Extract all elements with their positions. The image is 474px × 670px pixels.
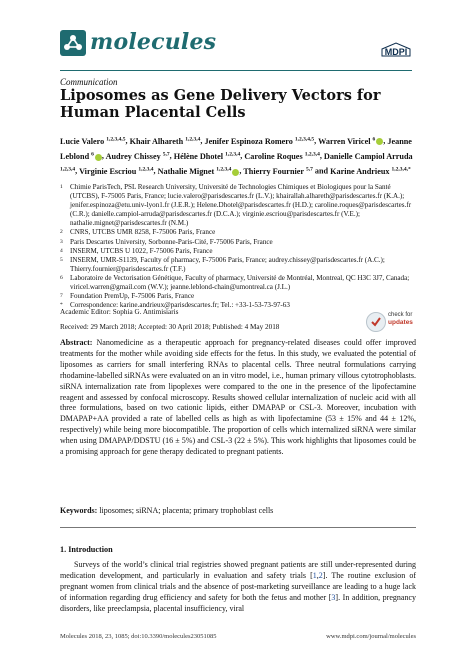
affiliation-number: 2 xyxy=(60,229,63,236)
intro-text-2: ]. The routine exclusion of pregnant women from clinical trials and the absence of post-marketing surveillance are leading to a huge lack of information regarding drug efficiency and safety for both the fetus and mother [ xyxy=(60,570,417,602)
author-affiliation-sup: 5,7 xyxy=(305,166,313,173)
affiliation-item xyxy=(60,256,418,274)
author xyxy=(60,137,126,146)
author xyxy=(79,167,153,176)
affiliation-text: Paris Descartes University, Sorbonne-Paris-Cité, F-75006 Paris, France xyxy=(70,237,273,246)
author xyxy=(243,167,312,176)
author-name: Danielle Campiol Arruda xyxy=(323,151,413,161)
affiliation-text: INSERM, UMR-S1139, Faculty of pharmacy, F-75006 Paris, France; audrey.chissey@parisdescartes.fr (A.C.); Thierry.fournier@parisdescartes.fr (T.F.) xyxy=(70,255,385,273)
molecules-logo-icon xyxy=(60,30,86,56)
mdpi-wordmark: MDPI xyxy=(384,47,408,57)
affiliation-number: * xyxy=(60,302,63,309)
author-name: Thierry Fournier xyxy=(243,167,304,177)
author-affiliation-sup: 1,2,3,4 xyxy=(216,166,232,173)
journal-header xyxy=(60,30,420,68)
affiliation-number: 3 xyxy=(60,238,63,245)
citation-link-2[interactable]: 2 xyxy=(318,570,323,580)
keywords-label: Keywords: xyxy=(60,506,98,515)
check-updates-text xyxy=(388,312,413,326)
citation-link-1[interactable]: 1 xyxy=(312,570,317,580)
author-name: Hélène Dhotel xyxy=(173,151,224,161)
affiliation-item xyxy=(60,238,418,247)
affiliation-number: 4 xyxy=(60,247,63,254)
check-updates-icon xyxy=(366,312,386,332)
orcid-icon[interactable] xyxy=(376,138,383,145)
author-affiliation-sup: 1,2,3,4 xyxy=(138,166,154,173)
affiliation-list xyxy=(60,183,418,310)
affiliation-item xyxy=(60,247,418,256)
author-affiliation-sup: 1,2,3,4 xyxy=(304,151,320,158)
abstract-label: Abstract: xyxy=(60,338,93,347)
check-updates-line2: updates xyxy=(388,319,413,326)
check-updates-line1: check for xyxy=(388,312,413,318)
mdpi-logo xyxy=(380,42,412,62)
author-name: Jeanne Leblond xyxy=(60,136,412,161)
affiliation-text: Foundation PremUp, F-75006 Paris, France xyxy=(70,292,195,301)
affiliation-text: CNRS, UTCBS UMR 8258, F-75006 Paris, France xyxy=(70,228,216,237)
orcid-icon[interactable] xyxy=(95,154,102,161)
author xyxy=(158,167,240,176)
article-title: Liposomes as Gene Delivery Vectors for Human Placental Cells xyxy=(60,87,381,121)
author-list: Lucie Valero $^{1,2,3,4,5}$, Khair Alhareth $^{1,2,3,4}$, Jenifer Espinoza Romero $^{1,2,3,4,5}$, Warren Viricel $^6$ , Jeanne Leblond $^6$ , Audrey Chissey $^{5,7}$, Hélène Dhotel $^{1,2,3,4}$, Caroline Roques $^{1,2,3,4}$, Danielle Campiol Arruda $^{1,2,3,4}$, Virginie Escriou $^{1,2,3,4}$, Nathalie Mignet $^{1,2,3,4}$ , Thierry Fournier $^{5,7}$ and Karine Andrieux $^{1,2,3,4,*}$ xyxy=(60,136,413,177)
article-type: Communication xyxy=(60,77,118,87)
affiliation-text: INSERM, UTCBS U 1022, F-75006 Paris, France xyxy=(70,246,213,255)
author xyxy=(330,167,411,176)
author-name: Jenifer Espinoza Romero xyxy=(204,136,293,146)
section-divider xyxy=(60,527,416,528)
affiliation-number: 6 xyxy=(60,274,63,281)
author-affiliation-sup: 5,7 xyxy=(162,151,170,158)
author-name: Nathalie Mignet xyxy=(157,167,215,177)
author xyxy=(244,152,319,161)
author-affiliation-sup: 6 xyxy=(91,151,94,158)
author xyxy=(174,152,241,161)
affiliation-item xyxy=(60,292,418,301)
author-name: Caroline Roques xyxy=(244,151,303,161)
author xyxy=(106,152,170,161)
citation-link-3[interactable]: 3 xyxy=(331,592,336,602)
footer-citation: Molecules 2018, 23, 1085; doi:10.3390/molecules23051085 xyxy=(60,633,217,640)
keywords xyxy=(60,506,416,515)
affiliation-item xyxy=(60,228,418,237)
author-affiliation-sup: 1,2,3,4,5 xyxy=(294,136,315,142)
affiliation-item xyxy=(60,274,418,292)
intro-text-3: ]. In addition, pregnancy disorders, like preeclampsia, placental insufficiency, viral xyxy=(60,592,416,613)
author-affiliation-sup: 1,2,3,4 xyxy=(185,136,201,142)
footer-url[interactable]: www.mdpi.com/journal/molecules xyxy=(326,633,416,640)
author-name: Khair Alhareth xyxy=(129,136,184,146)
corresponding-star: * xyxy=(408,166,411,173)
introduction-heading: 1. Introduction xyxy=(60,545,113,554)
header-rule xyxy=(60,70,412,71)
affiliation-item xyxy=(60,183,418,228)
author-name: Lucie Valero xyxy=(60,136,105,146)
abstract xyxy=(60,338,416,458)
introduction-text xyxy=(60,560,416,615)
keywords-text: liposomes; siRNA; placenta; primary trophoblast cells xyxy=(99,506,274,515)
affiliation-text: Laboratoire de Vectorisation Génétique, Faculty of pharmacy, Université de Montréal, Montreal, QC H3C 3J7, Canada; viricel.warren@gmail.com (W.V.); jeanne.leblond-chain@umontreal.ca (J.L.) xyxy=(70,273,410,292)
author-affiliation-sup: 6 xyxy=(372,136,376,142)
author-affiliation-sup: 1,2,3,4 xyxy=(60,166,76,173)
author-affiliation-sup: 1,2,3,4,5 xyxy=(106,136,126,142)
cite-separator: , xyxy=(316,570,319,580)
orcid-icon[interactable] xyxy=(232,169,239,176)
author-name: Audrey Chissey xyxy=(105,151,161,161)
author-name: Warren Viricel xyxy=(318,136,371,146)
publication-dates: Received: 29 March 2018; Accepted: 30 April 2018; Published: 4 May 2018 xyxy=(60,323,280,331)
author-joiner: and xyxy=(312,167,331,177)
author-name: Virginie Escriou xyxy=(79,167,137,177)
check-for-updates-badge[interactable] xyxy=(366,310,414,334)
academic-editor: Academic Editor: Sophia G. Antimisiaris xyxy=(60,308,179,316)
author xyxy=(130,137,201,146)
abstract-text: Nanomedicine as a therapeutic approach for pregnancy-related diseases could offer improved treatments for the mother while avoiding side effects for the fetus. In this study, we evaluated the potential of liposomes as carriers for small interfering RNAs to placental cells. Three neutral formulations carrying rhodamine-labelled siRNAs were evaluated on an in vitro model, i.e., human primary villous cytotrophoblasts. siRNA internalization rate from lipoplexes were compared to the one in the presence of the lipofectamine reagent and assessed by confocal microscopy. Results showed cellular internalization of nucleic acid with all three formulations, based on two cationic lipids, either DMAPAP or CSL-3. Moreover, incubation with DMAPAP+AA provided a rate of labelled cells as high as with lipofectamine (53 ± 15% and 44 ± 12%, respectively) while being more biocompatible. The proportion of cells which internalized siRNA were similar when using DMAPAP/DDSTU (16 ± 5%) and CSL-3 (22 ± 5%). This work highlights that liposomes could be a promising approach for gene therapy dedicated to pregnant patients. xyxy=(60,338,417,457)
author-affiliation-sup: 1,2,3,4, xyxy=(391,166,409,173)
affiliation-text: Correspondence: karine.andrieux@parisdescartes.fr; Tel.: +33-1-53-73-97-63 xyxy=(70,301,290,310)
affiliation-number: 1 xyxy=(60,184,63,190)
affiliation-text: Chimie ParisTech, PSL Research University, Université de Technologies Chimiques et Biologiques pour la Santé (UTCBS), F-75005 Paris, France; lucie.valero@parisdescartes.fr (L.V.); khairallah.alhareth@parisdescartes.fr (K.A.); jenifer.espinoza@etu.univ-lyon1.fr (J.E.R.); Helene.Dhotel@parisdescartes.fr (H.D.); caroline.roques@parisdescartes.fr (C.R.); danielle.campiol-arruda@parisdescartes.fr (D.C.A.); virginie.escriou@parisdescartes.fr (V.E.); nathalie.mignet@parisdescartes.fr (N.M.) xyxy=(70,183,412,228)
journal-name: molecules xyxy=(90,29,217,55)
author-affiliation-sup: 1,2,3,4 xyxy=(225,151,241,158)
affiliation-number: 5 xyxy=(60,256,63,263)
intro-text-1: Surveys of the world’s clinical trial registries showed pregnant patients are still under-represented during medication development, and particularly in evaluation and safety trials [ xyxy=(60,560,416,580)
affiliation-number: 7 xyxy=(60,293,63,300)
author xyxy=(318,137,383,146)
author xyxy=(204,137,314,146)
author-name: Karine Andrieux xyxy=(330,167,390,177)
